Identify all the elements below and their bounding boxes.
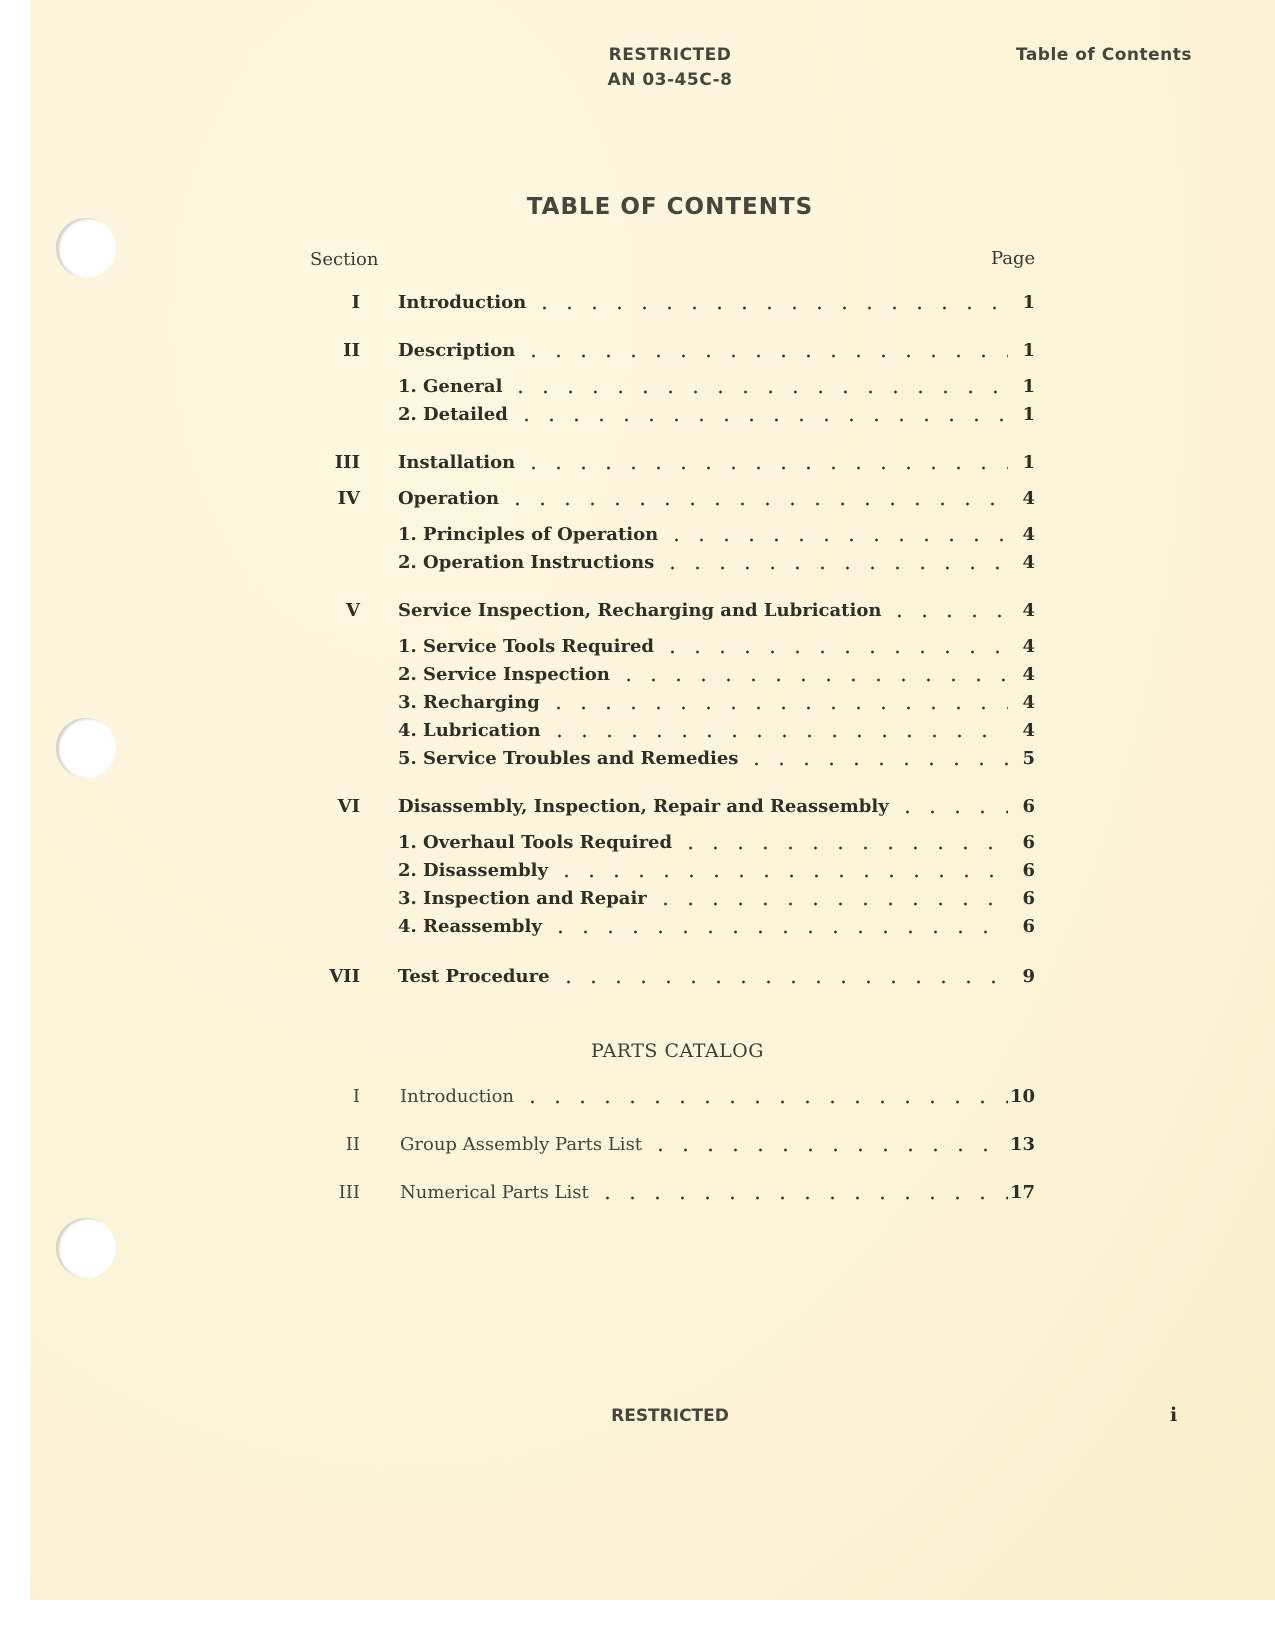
entry-title: Operation xyxy=(398,488,500,509)
dot-leader xyxy=(616,678,1008,682)
page-ref: 1 xyxy=(1022,376,1035,397)
footer-classification: RESTRICTED xyxy=(611,1406,729,1426)
section-number: III xyxy=(338,1182,360,1203)
entry-title: Installation xyxy=(398,452,516,473)
entry-title: 3. Recharging xyxy=(398,692,540,713)
toc-entry[interactable] xyxy=(0,488,1275,512)
page-ref: 5 xyxy=(1022,748,1035,769)
entry-title: Numerical Parts List xyxy=(400,1182,589,1203)
entry-title: 1. Overhaul Tools Required xyxy=(398,832,673,853)
dot-leader xyxy=(521,466,1008,470)
parts-catalog-heading: PARTS CATALOG xyxy=(591,1040,764,1062)
toc-entry[interactable] xyxy=(0,860,1275,884)
page-ref: 6 xyxy=(1022,860,1035,881)
page-ref: 4 xyxy=(1022,720,1035,741)
section-number: VI xyxy=(337,796,360,817)
entry-title: 1. Service Tools Required xyxy=(398,636,654,657)
section-number: II xyxy=(343,340,360,361)
dot-leader xyxy=(744,762,1008,766)
dot-leader xyxy=(514,418,1008,422)
toc-entry[interactable] xyxy=(0,340,1275,364)
page-ref: 1 xyxy=(1022,340,1035,361)
catalog-entry[interactable] xyxy=(0,1182,1275,1206)
entry-title: 5. Service Troubles and Remedies xyxy=(398,748,739,769)
punch-hole-bottom xyxy=(56,1218,116,1278)
header-classification: RESTRICTED xyxy=(608,45,732,65)
toc-entry[interactable] xyxy=(0,552,1275,576)
dot-leader xyxy=(660,650,1008,654)
page-ref: 1 xyxy=(1022,452,1035,473)
page-ref: 1 xyxy=(1022,292,1035,313)
toc-entry[interactable] xyxy=(0,888,1275,912)
dot-leader xyxy=(664,538,1008,542)
section-number: II xyxy=(345,1134,360,1155)
section-number: V xyxy=(346,600,360,621)
entry-title: Group Assembly Parts List xyxy=(400,1134,643,1155)
section-number: III xyxy=(334,452,360,473)
entry-title: Test Procedure xyxy=(398,966,550,987)
toc-entry[interactable] xyxy=(0,720,1275,744)
dot-leader xyxy=(548,930,1008,934)
header-document-number: AN 03-45C-8 xyxy=(607,70,733,90)
page-ref: 13 xyxy=(1009,1134,1035,1155)
toc-entry[interactable] xyxy=(0,796,1275,820)
page-title: TABLE OF CONTENTS xyxy=(526,194,814,220)
page-number: i xyxy=(1170,1404,1178,1426)
dot-leader xyxy=(508,390,1008,394)
toc-entry[interactable] xyxy=(0,376,1275,400)
entry-title: 1. Principles of Operation xyxy=(398,524,659,545)
page-ref: 6 xyxy=(1022,888,1035,909)
dot-leader xyxy=(648,1148,1008,1152)
page-ref: 1 xyxy=(1022,404,1035,425)
toc-entry[interactable] xyxy=(0,966,1275,990)
entry-title: Service Inspection, Recharging and Lubrication xyxy=(398,600,882,621)
dot-leader xyxy=(505,502,1008,506)
toc-entry[interactable] xyxy=(0,664,1275,688)
toc-entry[interactable] xyxy=(0,404,1275,428)
toc-entry[interactable] xyxy=(0,692,1275,716)
entry-title: 4. Lubrication xyxy=(398,720,541,741)
dot-leader xyxy=(653,902,1008,906)
entry-title: 2. Operation Instructions xyxy=(398,552,655,573)
catalog-entry[interactable] xyxy=(0,1134,1275,1158)
dot-leader xyxy=(547,734,1008,738)
entry-title: Introduction xyxy=(398,292,527,313)
section-number: I xyxy=(352,1086,360,1107)
dot-leader xyxy=(546,706,1008,710)
toc-entry[interactable] xyxy=(0,832,1275,856)
section-number: VII xyxy=(329,966,360,987)
punch-hole-top xyxy=(56,218,116,278)
dot-leader xyxy=(520,1100,1008,1104)
dot-leader xyxy=(521,354,1008,358)
entry-title: 2. Service Inspection xyxy=(398,664,610,685)
entry-title: 1. General xyxy=(398,376,503,397)
header-running-title: Table of Contents xyxy=(1015,45,1192,65)
page-ref: 4 xyxy=(1022,488,1035,509)
page-ref: 9 xyxy=(1022,966,1035,987)
entry-title: Introduction xyxy=(400,1086,514,1107)
page-ref: 6 xyxy=(1022,832,1035,853)
dot-leader xyxy=(532,306,1008,310)
entry-title: 3. Inspection and Repair xyxy=(398,888,647,909)
entry-title: Disassembly, Inspection, Repair and Reassembly xyxy=(398,796,889,817)
toc-entry[interactable] xyxy=(0,636,1275,660)
entry-title: Description xyxy=(398,340,516,361)
entry-title: 4. Reassembly xyxy=(398,916,542,937)
dot-leader xyxy=(554,874,1008,878)
toc-entry[interactable] xyxy=(0,748,1275,772)
toc-entry[interactable] xyxy=(0,600,1275,624)
dot-leader xyxy=(595,1196,1008,1200)
page-ref: 6 xyxy=(1022,796,1035,817)
toc-entry[interactable] xyxy=(0,292,1275,316)
dot-leader xyxy=(556,980,1008,984)
catalog-entry[interactable] xyxy=(0,1086,1275,1110)
column-header-page: Page xyxy=(991,248,1036,269)
page-ref: 10 xyxy=(1009,1086,1035,1107)
section-number: IV xyxy=(337,488,360,509)
page-ref: 4 xyxy=(1022,600,1035,621)
entry-title: 2. Detailed xyxy=(398,404,508,425)
entry-title: 2. Disassembly xyxy=(398,860,548,881)
page-ref: 17 xyxy=(1009,1182,1035,1203)
dot-leader xyxy=(678,846,1008,850)
toc-entry[interactable] xyxy=(0,524,1275,548)
page-ref: 4 xyxy=(1022,692,1035,713)
page-ref: 4 xyxy=(1022,552,1035,573)
dot-leader xyxy=(660,566,1008,570)
toc-entry[interactable] xyxy=(0,452,1275,476)
page-ref: 4 xyxy=(1022,524,1035,545)
page-ref: 6 xyxy=(1022,916,1035,937)
page-ref: 4 xyxy=(1022,664,1035,685)
section-number: I xyxy=(351,292,360,313)
toc-entry[interactable] xyxy=(0,916,1275,940)
page-ref: 4 xyxy=(1022,636,1035,657)
column-header-section: Section xyxy=(310,249,379,270)
